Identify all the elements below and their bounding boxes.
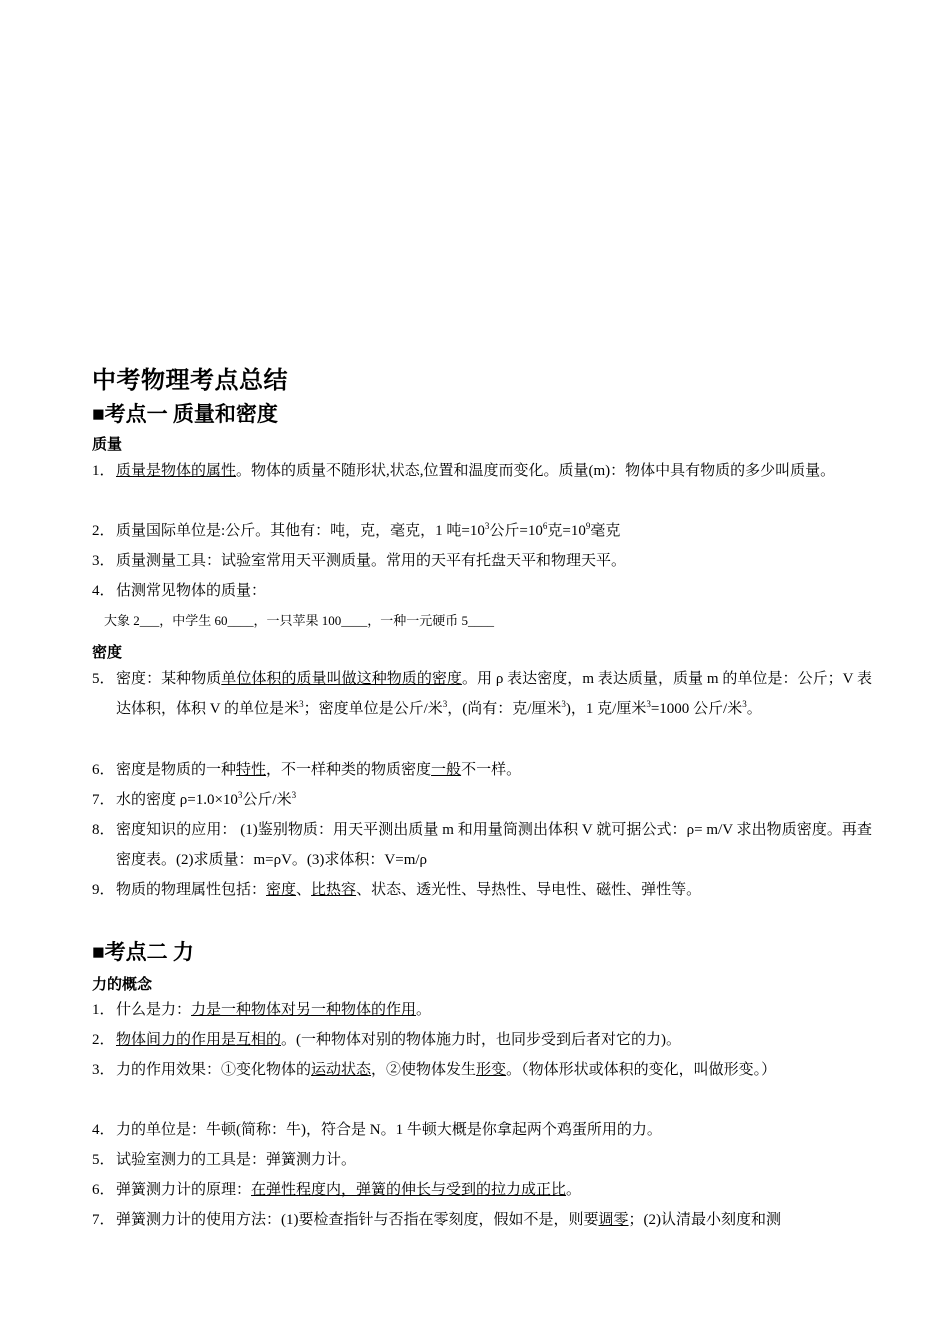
subheading-force-concept: 力的概念 <box>92 977 153 993</box>
subheading-mass: 质量 <box>92 437 123 453</box>
list-item: 7． 弹簧测力计的使用方法：(1)要检查指针与否指在零刻度，假如不是，则要调零；(2)认清最小刻度和测 <box>92 1212 782 1228</box>
list-item: 5． 密度：某种物质单位体积的质量叫做这种物质的密度。用 ρ 表达密度，m 表达质量，质量 m 的单位是：公斤；V 表达体积，体积 V 的单位是米$^3$；密度单位是公斤/米$^3$，(尚有：克/厘米$^3$)，1 克/厘米$^3$=1000 公斤/米$^3$。 <box>92 671 872 717</box>
list-item: 8． 密度知识的应用： (1)鉴别物质：用天平测出质量 m 和用量筒测出体积 V 就可据公式：ρ= m/V 求出物质密度。再查密度表。(2)求质量：m=ρV。(3)求体积：V=m/ρ <box>92 822 872 868</box>
list-item: 4． 估测常见物体的质量： <box>92 583 267 599</box>
list-item: 1． 什么是力：力是一种物体对另一种物体的作用。 <box>92 1002 432 1018</box>
list-item: 6． 密度是物质的一种特性，不一样种类的物质密度一般不一样。 <box>92 762 522 778</box>
list-item: 6． 弹簧测力计的原理：在弹性程度内，弹簧的伸长与受到的拉力成正比。 <box>92 1182 582 1198</box>
section-heading-mass-density: ■考点一 质量和密度 <box>92 402 278 426</box>
list-item: 7． 水的密度 $\rho=1.0\times 10^3$公斤/米$^3$ <box>92 790 297 808</box>
list-item: 2． 物体间力的作用是互相的。(一种物体对别的物体施力时，也同步受到后者对它的力)。 <box>92 1032 682 1048</box>
section-heading-force: ■考点二 力 <box>92 940 194 964</box>
list-item: 3． 力的作用效果：①变化物体的运动状态，②使物体发生形变。（物体形状或体积的变化，叫做形变。） <box>92 1062 777 1078</box>
list-item: 4． 力的单位是：牛顿(简称：牛)，符合是 N。1 牛顿大概是你拿起两个鸡蛋所用的力。 <box>92 1122 662 1138</box>
list-item: 9． 物质的物理属性包括：密度、比热容、状态、透光性、导热性、导电性、磁性、弹性等。 <box>92 882 702 898</box>
list-item: 2． 质量国际单位是:公斤。其他有：吨，克，毫克，1 吨$=10^3$公斤$=10^6$克$=10^9$毫克 <box>92 521 621 539</box>
list-item: 1． 质量是物体的属性。物体的质量不随形状,状态,位置和温度而变化。质量(m)：物体中具有物质的多少叫质量。 <box>92 463 836 479</box>
list-item: 3． 质量测量工具：试验室常用天平测质量。常用的天平有托盘天平和物理天平。 <box>92 553 627 569</box>
subheading-density: 密度 <box>92 645 123 661</box>
page-title: 中考物理考点总结 <box>92 368 288 394</box>
list-item: 5． 试验室测力的工具是：弹簧测力计。 <box>92 1152 357 1168</box>
estimate-line: 大象 2___，中学生 60____，一只苹果 100____，一种一元硬币 5____ <box>104 613 495 628</box>
